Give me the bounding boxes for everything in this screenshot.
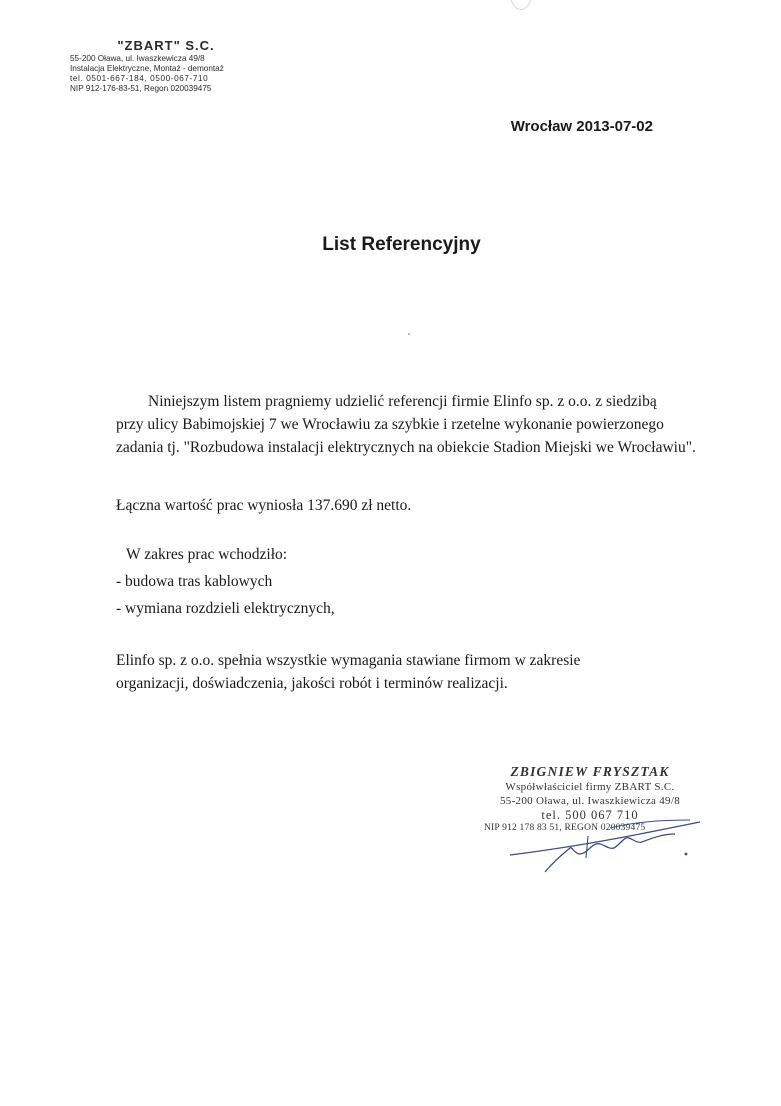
intro-paragraph bbox=[116, 390, 696, 459]
value-statement: Łączna wartość prac wyniosła 137.690 zł netto. bbox=[116, 497, 412, 514]
signatory-name: ZBIGNIEW FRYSZTAK bbox=[510, 764, 670, 779]
stamp-phones: tel. 0501-667-184, 0500-067-710 bbox=[70, 74, 209, 83]
signatory-ids: NIP 912 178 83 51, REGON 020039475 bbox=[484, 823, 646, 833]
scope-item: - budowa tras kablowych bbox=[116, 573, 273, 590]
signatory-address: 55-200 Oława, ul. Iwaszkiewicza 49/8 bbox=[499, 795, 681, 807]
scope-heading: W zakres prac wchodziło: bbox=[126, 546, 288, 563]
closing-paragraph bbox=[116, 649, 686, 695]
place-and-date: Wrocław 2013-07-02 bbox=[510, 118, 653, 135]
scan-speck bbox=[408, 333, 410, 335]
stamp-address: 55-200 Oława, ul. Iwaszkewicza 49/8 bbox=[70, 54, 205, 63]
intro-line-3: zadania tj. "Rozbudowa instalacji elektrycznych na obiekcie Stadion Miejski we Wrocławiu". bbox=[116, 439, 696, 456]
scope-section bbox=[116, 543, 686, 620]
company-header-stamp bbox=[70, 38, 250, 94]
document-title: List Referencyjny bbox=[322, 234, 481, 255]
closing-line-1: Elinfo sp. z o.o. spełnia wszystkie wymagania stawiane firmom w zakresie bbox=[116, 652, 581, 669]
intro-line-1: Niniejszym listem pragniemy udzielić referencji firmie Elinfo sp. z o.o. z siedzibą bbox=[148, 393, 657, 410]
stamp-services: Instalacja Elektryczne, Montaż - demontaż bbox=[70, 64, 224, 73]
handwritten-signature bbox=[490, 810, 710, 880]
stamp-company-name: "ZBART" S.C. bbox=[117, 38, 215, 53]
stamp-ids: NIP 912-176-83-51, Regon 020039475 bbox=[70, 84, 212, 93]
closing-line-2: organizacji, doświadczenia, jakości robót i terminów realizacji. bbox=[116, 675, 508, 692]
scan-corner-mark bbox=[510, 0, 532, 10]
signatory-phone: tel. 500 067 710 bbox=[541, 808, 639, 822]
scope-item: - wymiana rozdzieli elektrycznych, bbox=[116, 600, 335, 617]
signatory-role: Współwłaściciel firmy ZBART S.C. bbox=[505, 781, 675, 793]
intro-line-2: przy ulicy Babimojskiej 7 we Wrocławiu za szybkie i rzetelne wykonanie powierzonego bbox=[116, 416, 664, 433]
